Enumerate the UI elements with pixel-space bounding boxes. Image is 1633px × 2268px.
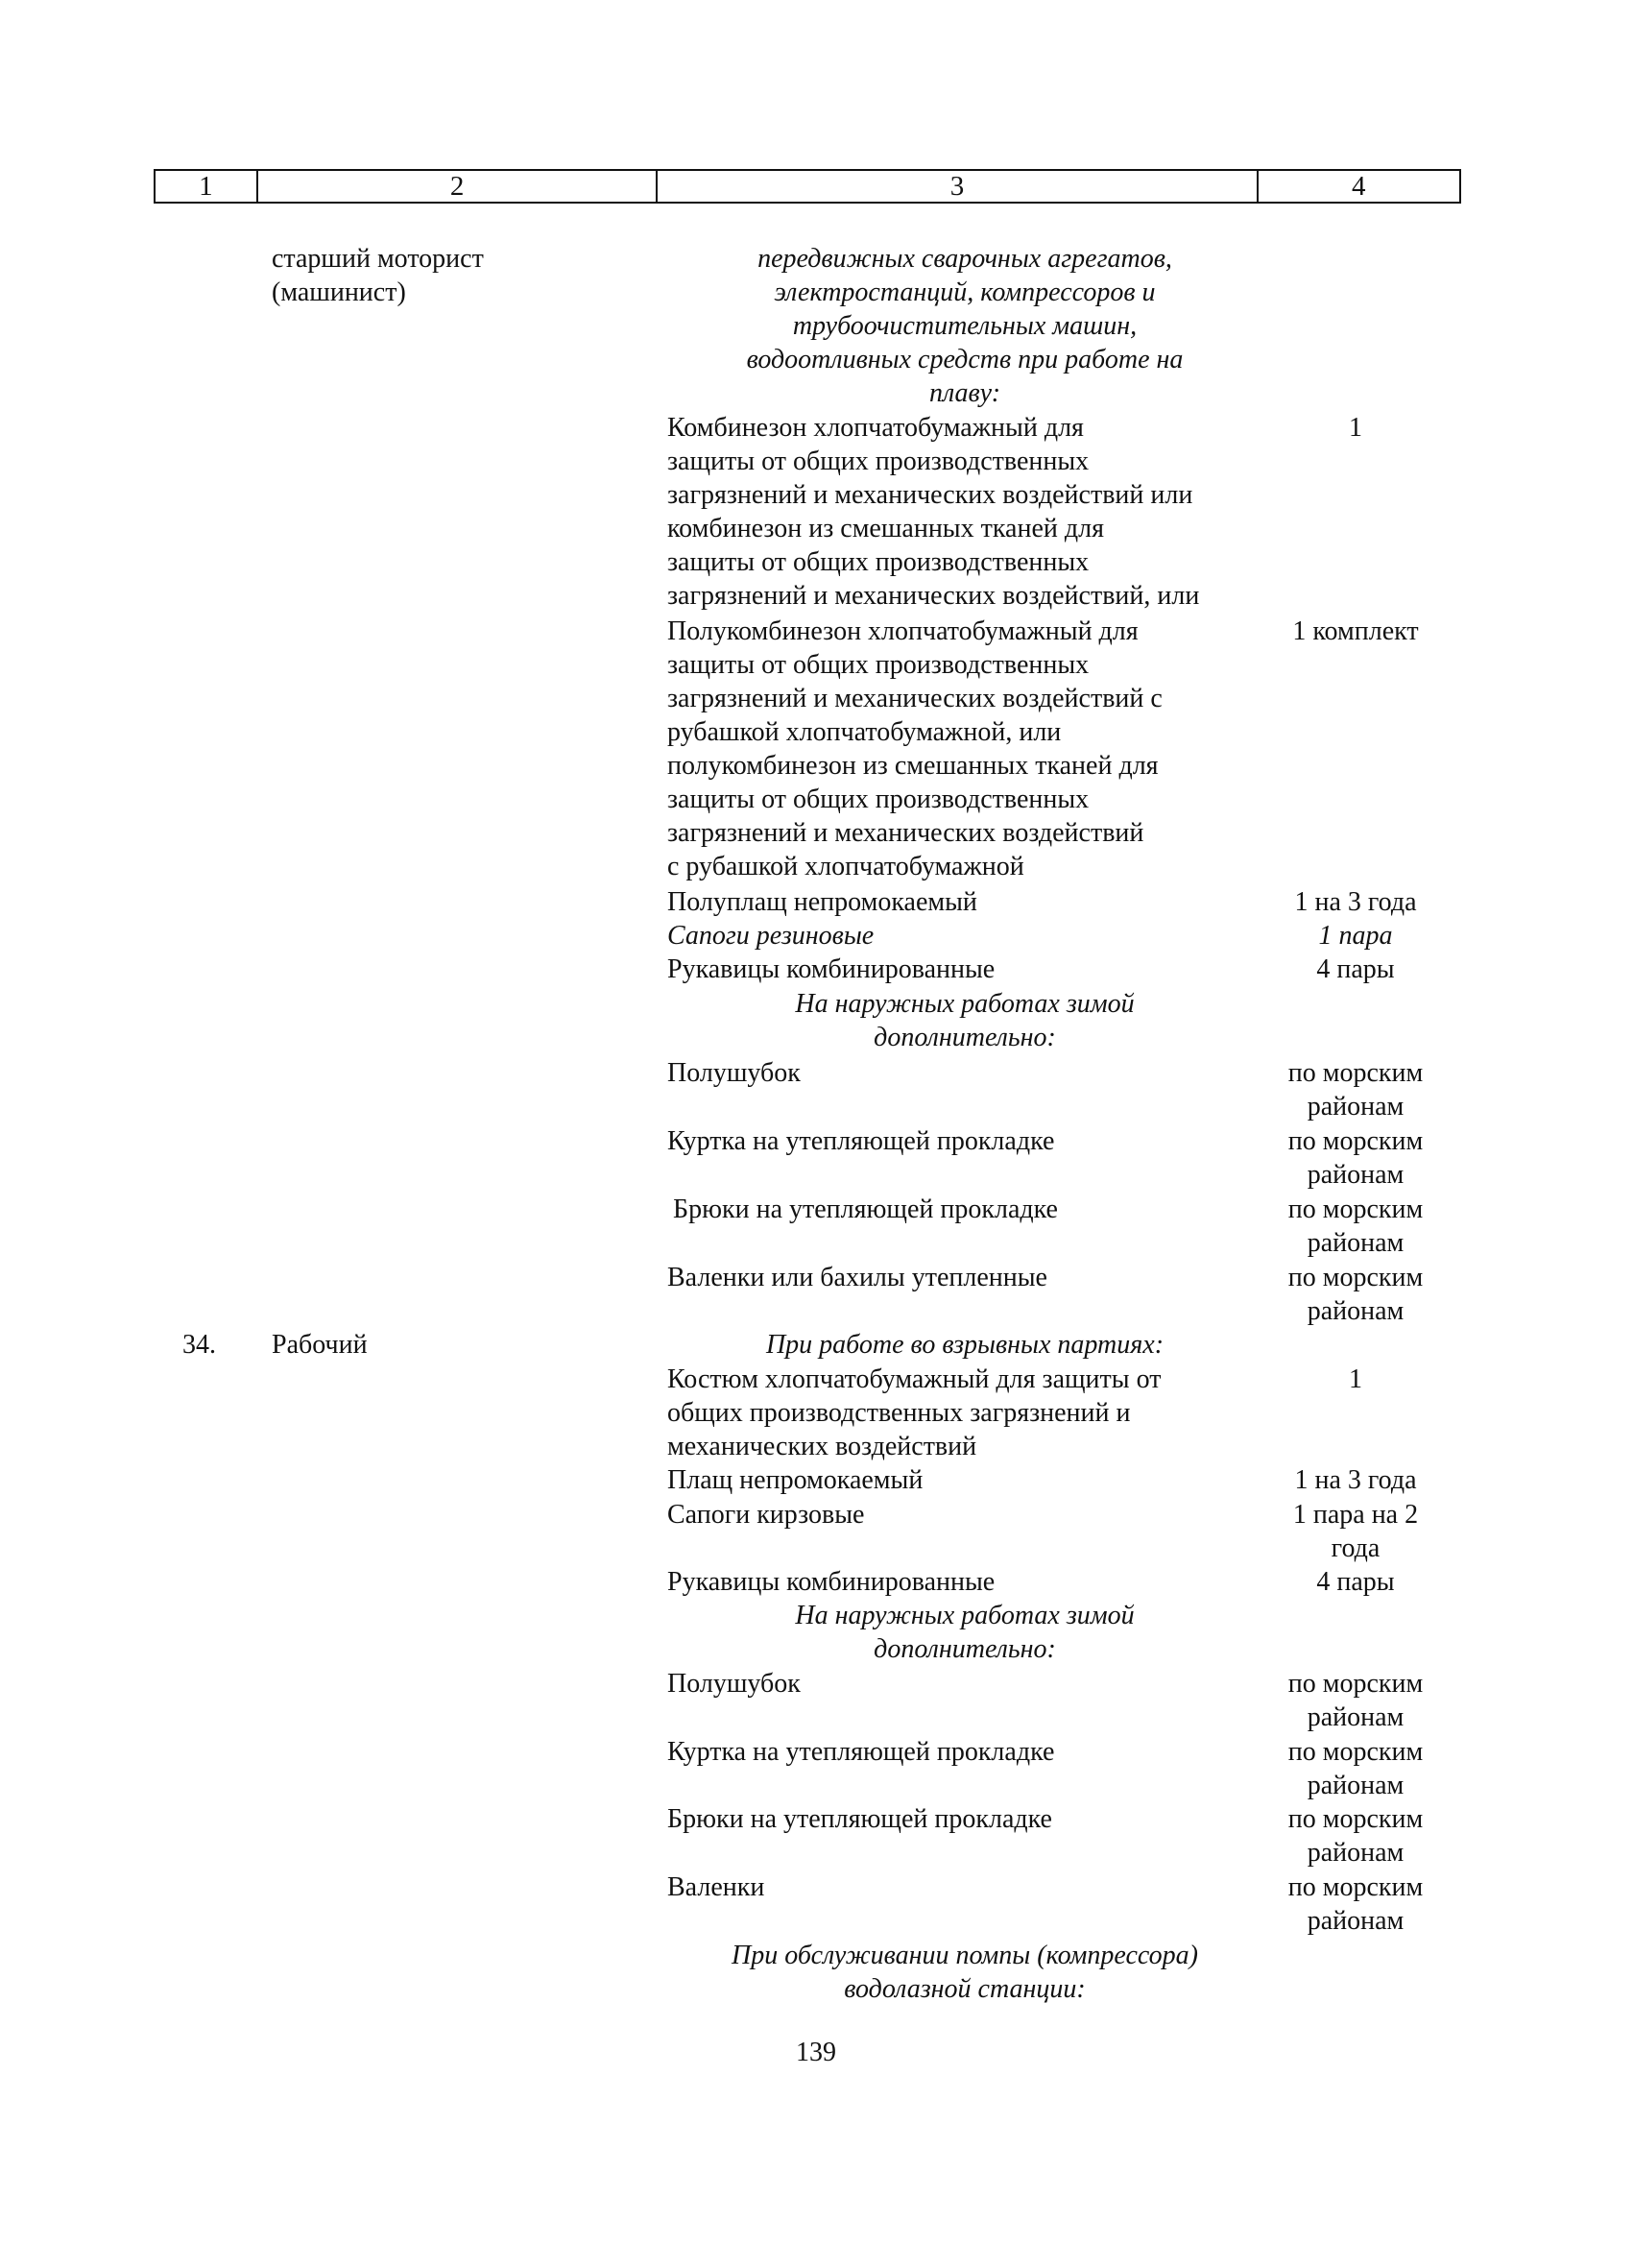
item-kirza-boots: Сапоги кирзовые: [667, 1500, 865, 1530]
qty-half-raincoat: 1 на 3 года: [1294, 887, 1417, 917]
column-header-1: 1: [156, 171, 258, 202]
blasting-subheading: При работе во взрывных партиях:: [765, 1330, 1165, 1360]
qty-gloves-1: 4 пары: [1316, 954, 1395, 984]
qty-felt-boots-2: по морским районам: [1287, 1872, 1424, 1936]
column-header-3: 3: [658, 171, 1258, 202]
winter-subheading-1: На наружных работах зимой дополнительно:: [795, 989, 1135, 1052]
profession-worker: Рабочий: [272, 1330, 368, 1360]
qty-sheepskin-2: по морским районам: [1287, 1669, 1424, 1732]
qty-coverall: 1: [1349, 413, 1362, 443]
item-trousers-1: Брюки на утепляющей прокладке: [673, 1194, 1058, 1224]
qty-rubber-boots: 1 пара: [1318, 921, 1393, 951]
item-sheepskin-1: Полушубок: [667, 1058, 801, 1088]
qty-kirza-boots: 1 пара на 2 года: [1292, 1500, 1419, 1563]
winter-subheading-2: На наружных работах зимой дополнительно:: [795, 1601, 1135, 1664]
item-rubber-boots: Сапоги резиновые: [667, 921, 875, 951]
item-felt-boots-2: Валенки: [667, 1872, 765, 1902]
qty-jacket-2: по морским районам: [1287, 1737, 1424, 1800]
qty-gloves-2: 4 пары: [1316, 1567, 1395, 1597]
row-number-34: 34.: [182, 1330, 216, 1360]
pump-subheading: При обслуживании помпы (компрессора) водолазной станции:: [732, 1941, 1198, 2004]
item-half-raincoat: Полуплащ непромокаемый: [667, 887, 977, 917]
item-gloves-1: Рукавицы комбинированные: [667, 954, 996, 984]
section-intro: передвижных сварочных агрегатов, электростанций, компрессоров и трубоочистительных машин, водоотливных средств при работе на плаву:: [746, 244, 1184, 408]
profession-senior-motorist: старший моторист (машинист): [272, 244, 484, 307]
qty-jacket-1: по морским районам: [1287, 1126, 1424, 1190]
item-sheepskin-2: Полушубок: [667, 1669, 801, 1699]
item-coverall: Комбинезон хлопчатобумажный для защиты от общих производственных загрязнений и механических воздействий или комбинезон из смешанных тканей для защиты от общих производственных загрязнений и механических воздействий, или: [667, 413, 1200, 611]
qty-trousers-1: по морским районам: [1287, 1194, 1424, 1258]
qty-semi-coverall: 1 комплект: [1292, 616, 1419, 646]
item-trousers-2: Брюки на утепляющей прокладке: [667, 1804, 1052, 1834]
item-semi-coverall: Полукомбинезон хлопчатобумажный для защиты от общих производственных загрязнений и механических воздействий с рубашкой хлопчатобумажной, или полукомбинезон из смешанных тканей для защиты от общих производственных загрязнений и механических воздействий с рубашкой хлопчатобумажной: [667, 616, 1163, 881]
item-jacket-2: Куртка на утепляющей прокладке: [667, 1737, 1055, 1767]
qty-trousers-2: по морским районам: [1287, 1804, 1424, 1868]
column-header-2: 2: [258, 171, 659, 202]
column-header-row: [154, 169, 1461, 204]
qty-felt-boots-1: по морским районам: [1287, 1263, 1424, 1326]
item-suit: Костюм хлопчатобумажный для защиты от общих производственных загрязнений и механических воздействий: [667, 1364, 1162, 1461]
item-raincoat: Плащ непромокаемый: [667, 1465, 924, 1495]
column-header-4: 4: [1352, 170, 1366, 202]
item-felt-boots-1: Валенки или бахилы утепленные: [667, 1263, 1047, 1292]
qty-suit: 1: [1349, 1364, 1362, 1394]
qty-sheepskin-1: по морским районам: [1287, 1058, 1424, 1122]
qty-raincoat: 1 на 3 года: [1294, 1465, 1417, 1495]
item-gloves-2: Рукавицы комбинированные: [667, 1567, 996, 1597]
item-jacket-1: Куртка на утепляющей прокладке: [667, 1126, 1055, 1156]
page-number: 139: [796, 2038, 836, 2067]
